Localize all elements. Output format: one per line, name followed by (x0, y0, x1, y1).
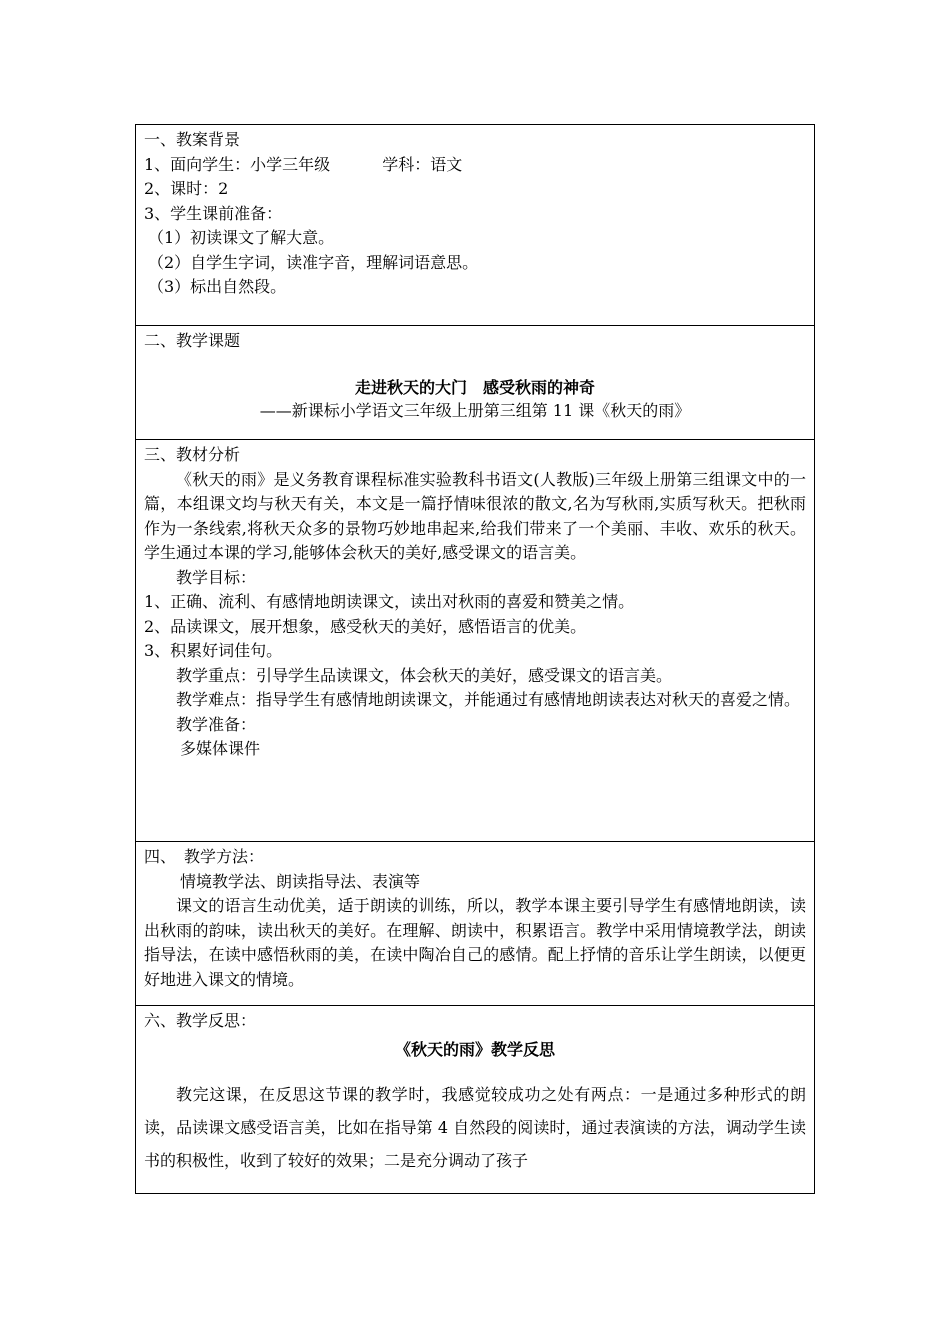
prep-item: （2）自学生字词，读准字音，理解词语意思。 (148, 252, 479, 272)
section-heading: 四、 教学方法： (144, 847, 265, 866)
methods-list: 情境教学法、朗读指导法、表演等 (180, 871, 421, 891)
difficulty: 教学难点：指导学生有感情地朗读课文，并能通过有感情地朗读表达对秋天的喜爱之情。 (176, 690, 801, 709)
section-background (136, 125, 814, 326)
prep-material: 多媒体课件 (180, 739, 261, 758)
reflection-title: 《秋天的雨》教学反思 (394, 1039, 555, 1059)
section-heading: 一、教案背景 (144, 130, 241, 149)
prep-item: （3）标出自然段。 (148, 277, 287, 296)
section-methods (136, 842, 814, 1006)
prep-label: 教学准备： (176, 714, 257, 734)
methods-description: 课文的语言生动优美，适于朗读的训练，所以，教学本课主要引导学生有感情地朗读，读出秋雨的韵味，读出秋天的美好。在理解、朗读中，积累语言。教学中采用情境教学法，朗读指导法，在读中感悟秋雨的美，在读中陶冶自己的感情。配上抒情的音乐让学生朗读，以便更好地进入课文的情境。 (144, 896, 806, 989)
goal-item: 2、品读课文，展开想象，感受秋天的美好，感悟语言的优美。 (144, 616, 587, 636)
goals-label: 教学目标： (176, 567, 257, 587)
target-students: 1、面向学生：小学三年级 (144, 154, 331, 174)
goal-item: 1、正确、流利、有感情地朗读课文，读出对秋雨的喜爱和赞美之情。 (144, 592, 635, 611)
section-heading: 二、教学课题 (144, 331, 241, 350)
prep-item: （1）初读课文了解大意。 (148, 228, 335, 247)
reflection-body: 教完这课，在反思这节课的教学时，我感觉较成功之处有两点：一是通过多种形式的朗读，品读课文感受语言美，比如在指导第 4 自然段的阅读时，通过表演读的方法，调动学生读书的积极性，收到了较好的效果；二是充分调动了孩子 (144, 1085, 806, 1170)
section-reflection (136, 1006, 814, 1193)
section-heading: 三、教材分析 (144, 445, 241, 464)
section-heading: 六、教学反思： (144, 1011, 257, 1030)
subject: 学科：语文 (382, 154, 463, 174)
lesson-subtitle: ——新课标小学语文三年级上册第三组第 11 课《秋天的雨》 (259, 400, 691, 420)
student-prep-label: 3、学生课前准备： (144, 203, 283, 223)
lesson-title: 走进秋天的大门 感受秋雨的神奇 (354, 377, 595, 397)
section-topic (136, 326, 814, 440)
lesson-plan-table (135, 124, 815, 1194)
section-analysis (136, 440, 814, 842)
analysis-text: 《秋天的雨》是义务教育课程标准实验教科书语文(人教版)三年级上册第三组课文中的一篇，本组课文均与秋天有关，本文是一篇抒情味很浓的散文,名为写秋雨,实质写秋天。把秋雨作为一条线索,将秋天众多的景物巧妙地串起来,给我们带来了一个美丽、丰收、欢乐的秋天。学生通过本课的学习,能够体会秋天的美好,感受课文的语言美。 (144, 469, 806, 562)
goal-item: 3、积累好词佳句。 (144, 641, 283, 660)
target-students-line (144, 153, 806, 178)
class-hours: 2、课时：2 (144, 179, 229, 198)
key-point: 教学重点：引导学生品读课文，体会秋天的美好，感受课文的语言美。 (176, 665, 673, 685)
